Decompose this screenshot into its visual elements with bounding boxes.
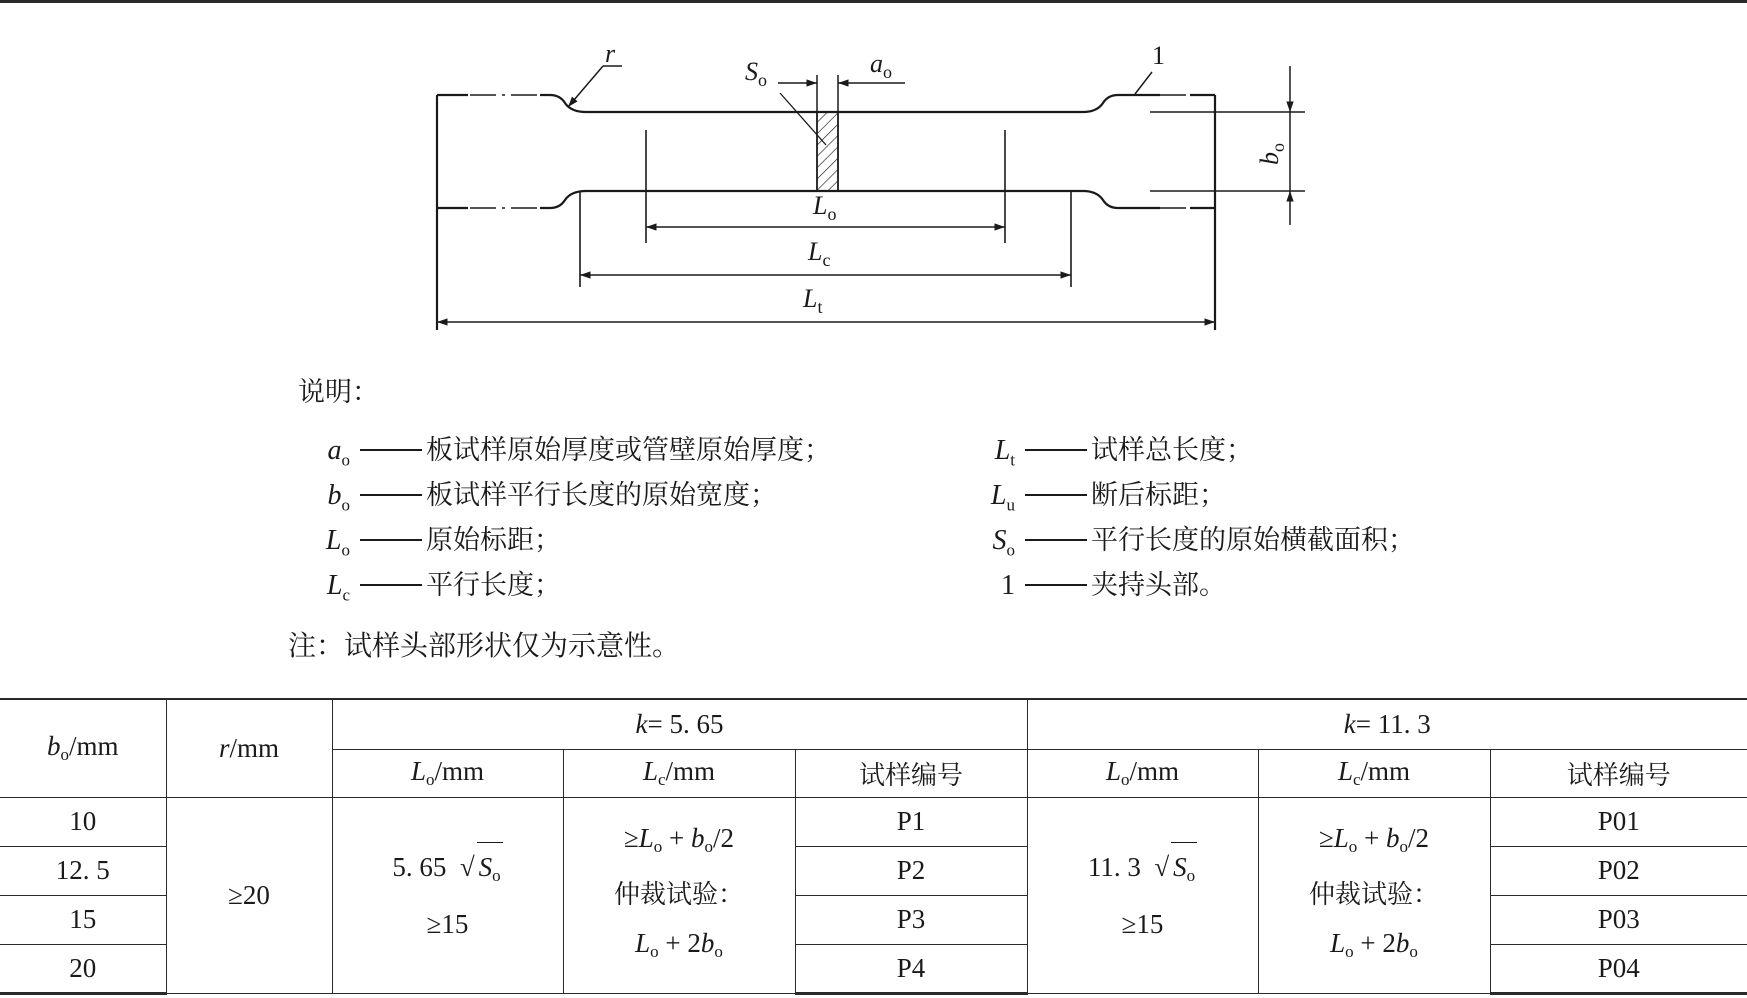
legend-dash — [360, 494, 422, 496]
legend-text: 平行长度的原始横截面积； — [1091, 525, 1415, 556]
specimen-drawing — [0, 0, 1747, 340]
bo-cell: 15 — [0, 895, 166, 944]
id-cell: P1 — [795, 797, 1027, 846]
legend-left — [300, 428, 831, 608]
legend-item — [965, 563, 1415, 608]
legend-right — [965, 428, 1415, 608]
id-cell: P03 — [1490, 895, 1747, 944]
id-cell: P4 — [795, 944, 1027, 993]
header-lc-1: Lc/mm — [563, 749, 795, 797]
legend-text: 板试样原始厚度或管壁原始厚度； — [426, 435, 831, 466]
legend-dash — [360, 449, 422, 451]
label-1: 1 — [1152, 41, 1165, 70]
label-r: r — [605, 39, 616, 68]
legend-symbol: 1 — [1001, 570, 1015, 601]
header-k1: k= 5. 65 — [332, 699, 1027, 749]
legend-item — [965, 428, 1415, 473]
bo-cell: 10 — [0, 797, 166, 846]
id-cell: P02 — [1490, 846, 1747, 895]
specimen-table — [0, 698, 1747, 995]
id-cell: P2 — [795, 846, 1027, 895]
legend-symbol: $L_u$ — [990, 480, 1015, 515]
bo-cell: 20 — [0, 944, 166, 993]
header-bo: bo/mm — [0, 699, 166, 797]
legend-symbol: $a_o$ — [327, 435, 350, 470]
legend-item — [300, 518, 831, 563]
legend-item — [965, 473, 1415, 518]
bo-cell: 12. 5 — [0, 846, 166, 895]
legend-title: 说明： — [298, 377, 379, 408]
label-bo: $b_o$ — [1255, 143, 1288, 165]
lo-formula-2: 11. 3 √ So ≥15 — [1027, 797, 1258, 993]
legend-item — [300, 473, 831, 518]
label-Lt: $L_t$ — [803, 284, 823, 317]
id-cell: P01 — [1490, 797, 1747, 846]
header-id-2: 试样编号 — [1490, 749, 1747, 797]
r-cell: ≥20 — [166, 797, 332, 993]
legend-symbol: $S_o$ — [992, 525, 1015, 560]
legend-text: 断后标距； — [1091, 480, 1226, 511]
label-Lo: $L_o$ — [813, 191, 837, 224]
cross-section — [817, 112, 838, 191]
lc-formula-2: ≥Lo + bo/2 仲裁试验： Lo + 2bo — [1258, 797, 1490, 993]
legend-text: 试样总长度； — [1091, 435, 1253, 466]
header-lo-1: Lo/mm — [332, 749, 563, 797]
id-cell: P3 — [795, 895, 1027, 944]
header-r: r/mm — [166, 699, 332, 797]
lc-formula-1: ≥Lo + bo/2 仲裁试验： Lo + 2bo — [563, 797, 795, 993]
header-lo-2: Lo/mm — [1027, 749, 1258, 797]
legend-dash — [1025, 494, 1087, 496]
legend-dash — [1025, 449, 1087, 451]
label-So: $S_o$ — [745, 57, 767, 90]
legend-symbol: $L_t$ — [994, 435, 1015, 470]
legend-symbol: $L_c$ — [326, 570, 350, 605]
header-k2: k= 11. 3 — [1027, 699, 1747, 749]
id-cell: P04 — [1490, 944, 1747, 993]
label-ao: $a_o$ — [870, 49, 892, 82]
header-lc-2: Lc/mm — [1258, 749, 1490, 797]
legend-symbol: $L_o$ — [325, 525, 350, 560]
legend-item — [965, 518, 1415, 563]
legend-dash — [360, 539, 422, 541]
legend-dash — [360, 584, 422, 586]
legend-item — [300, 428, 831, 473]
legend-text: 原始标距； — [426, 525, 561, 556]
label-Lc: $L_c$ — [808, 237, 831, 270]
note: 注：试样头部形状仅为示意性。 — [288, 629, 681, 662]
legend-text: 夹持头部。 — [1091, 570, 1226, 601]
legend-text: 平行长度； — [426, 570, 561, 601]
legend-symbol: $b_o$ — [327, 480, 350, 515]
lo-formula-1: 5. 65 √ So ≥15 — [332, 797, 563, 993]
legend-text: 板试样平行长度的原始宽度； — [426, 480, 777, 511]
legend-dash — [1025, 584, 1087, 586]
header-id-1: 试样编号 — [795, 749, 1027, 797]
legend-item — [300, 563, 831, 608]
legend-dash — [1025, 539, 1087, 541]
